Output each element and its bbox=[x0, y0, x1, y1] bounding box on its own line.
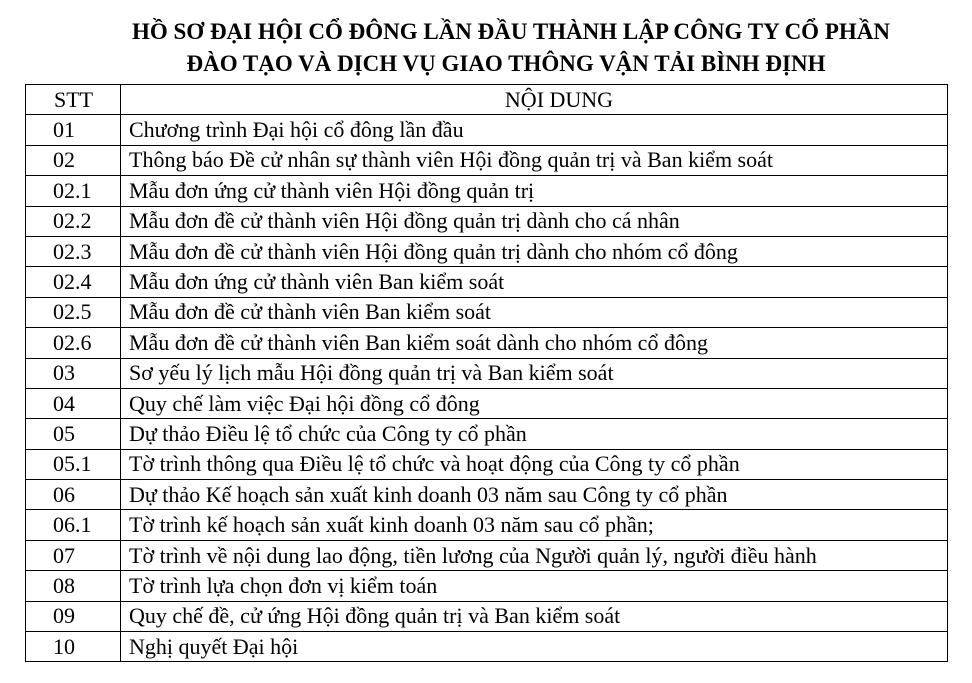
content-cell: Tờ trình thông qua Điều lệ tổ chức và hoạt động của Công ty cổ phần bbox=[121, 449, 948, 479]
content-cell: Mẫu đơn đề cử thành viên Hội đồng quản trị dành cho cá nhân bbox=[121, 206, 948, 236]
table-row bbox=[26, 540, 948, 570]
stt-cell: 08 bbox=[26, 571, 121, 601]
content-cell: Thông báo Đề cử nhân sự thành viên Hội đồng quản trị và Ban kiểm soát bbox=[121, 145, 948, 175]
stt-cell: 02 bbox=[26, 145, 121, 175]
content-cell: Mẫu đơn ứng cử thành viên Ban kiểm soát bbox=[121, 267, 948, 297]
table-row bbox=[26, 328, 948, 358]
stt-cell: 02.4 bbox=[26, 267, 121, 297]
stt-cell: 05 bbox=[26, 419, 121, 449]
content-cell: Mẫu đơn đề cử thành viên Ban kiểm soát dành cho nhóm cổ đông bbox=[121, 328, 948, 358]
stt-column-header: STT bbox=[26, 85, 121, 115]
table-body bbox=[26, 115, 948, 662]
content-cell: Mẫu đơn đề cử thành viên Hội đồng quản trị dành cho nhóm cổ đông bbox=[121, 236, 948, 266]
content-cell: Tờ trình về nội dung lao động, tiền lương của Người quản lý, người điều hành bbox=[121, 540, 948, 570]
document-title-line1: HỒ SƠ ĐẠI HỘI CỔ ĐÔNG LẦN ĐẦU THÀNH LẬP CÔNG TY CỔ PHẦN bbox=[131, 19, 890, 44]
table-row bbox=[26, 480, 948, 510]
table-row bbox=[26, 571, 948, 601]
table-row bbox=[26, 145, 948, 175]
table-row bbox=[26, 601, 948, 631]
stt-cell: 01 bbox=[26, 115, 121, 145]
stt-cell: 05.1 bbox=[26, 449, 121, 479]
stt-cell: 02.2 bbox=[26, 206, 121, 236]
stt-cell: 06 bbox=[26, 480, 121, 510]
content-cell: Quy chế đề, cử ứng Hội đồng quản trị và Ban kiểm soát bbox=[121, 601, 948, 631]
table-row bbox=[26, 419, 948, 449]
table-row bbox=[26, 115, 948, 145]
table-row bbox=[26, 358, 948, 388]
stt-cell: 03 bbox=[26, 358, 121, 388]
content-cell: Chương trình Đại hội cổ đông lần đầu bbox=[121, 115, 948, 145]
table-header-row bbox=[26, 85, 948, 115]
content-cell: Tờ trình kế hoạch sản xuất kinh doanh 03 năm sau cổ phần; bbox=[121, 510, 948, 540]
contents-table bbox=[25, 84, 948, 662]
stt-cell: 02.6 bbox=[26, 328, 121, 358]
stt-cell: 07 bbox=[26, 540, 121, 570]
content-cell: Mẫu đơn ứng cử thành viên Hội đồng quản trị bbox=[121, 176, 948, 206]
stt-cell: 10 bbox=[26, 632, 121, 662]
table-row bbox=[26, 388, 948, 418]
content-cell: Dự thảo Điều lệ tổ chức của Công ty cổ phần bbox=[121, 419, 948, 449]
table-row bbox=[26, 176, 948, 206]
content-cell: Quy chế làm việc Đại hội đồng cổ đông bbox=[121, 388, 948, 418]
content-cell: Mẫu đơn đề cử thành viên Ban kiểm soát bbox=[121, 297, 948, 327]
content-cell: Dự thảo Kế hoạch sản xuất kinh doanh 03 năm sau Công ty cổ phần bbox=[121, 480, 948, 510]
content-cell: Nghị quyết Đại hội bbox=[121, 632, 948, 662]
stt-cell: 02.3 bbox=[26, 236, 121, 266]
table-row bbox=[26, 449, 948, 479]
stt-cell: 04 bbox=[26, 388, 121, 418]
stt-cell: 06.1 bbox=[26, 510, 121, 540]
table-row bbox=[26, 510, 948, 540]
document-title-line2: ĐÀO TẠO VÀ DỊCH VỤ GIAO THÔNG VẬN TẢI BÌNH ĐỊNH bbox=[186, 51, 826, 76]
stt-cell: 02.1 bbox=[26, 176, 121, 206]
table-row bbox=[26, 206, 948, 236]
content-cell: Sơ yếu lý lịch mẫu Hội đồng quản trị và Ban kiểm soát bbox=[121, 358, 948, 388]
table-row bbox=[26, 297, 948, 327]
stt-cell: 02.5 bbox=[26, 297, 121, 327]
content-column-header: NỘI DUNG bbox=[121, 85, 948, 115]
table-row bbox=[26, 236, 948, 266]
content-cell: Tờ trình lựa chọn đơn vị kiểm toán bbox=[121, 571, 948, 601]
table-row bbox=[26, 632, 948, 662]
stt-cell: 09 bbox=[26, 601, 121, 631]
table-row bbox=[26, 267, 948, 297]
